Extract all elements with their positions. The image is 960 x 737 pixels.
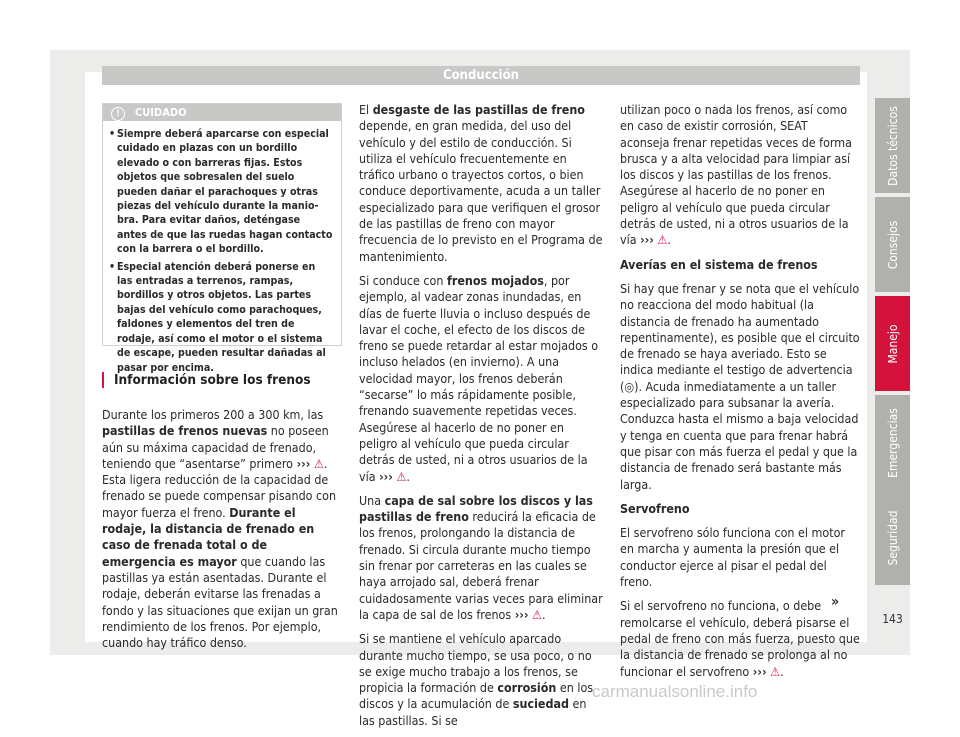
column-3 bbox=[620, 102, 860, 688]
paragraph: Si conduce con frenos mojados, por ejemplo, al vadear zonas inundadas, en días de fuerte lluvia o incluso después de lavar el coche, el efecto de los discos de freno se puede retardar al estar mojados o incluso helados (en invierno). A una velocidad mayor, los frenos deberán “secarse” lo más rápidamente posible, frenando suavemente repetidas veces. Asegúrese al hacerlo de no poner en peligro al vehículo que pueda circular detrás de usted, ni a otros usuarios de la vía ››› ⚠. bbox=[359, 272, 599, 484]
continue-arrow-icon: » bbox=[831, 594, 840, 610]
page-header: Conducción bbox=[102, 66, 860, 85]
subheading: Averías en el sistema de frenos bbox=[620, 256, 818, 272]
caution-icon: ! bbox=[111, 107, 125, 121]
tab-consejos[interactable]: Consejos bbox=[875, 197, 910, 292]
paragraph: Si se mantiene el vehículo aparcado durante mucho tiempo, se usa poco, o no se exige mucho trabajo a los frenos, se propicia la formación de corrosión en los discos y la acumulación de suciedad en las pastillas. Si se bbox=[359, 631, 594, 728]
caution-item: • Siempre deberá aparcarse con especial cuidado en plazas con un bordillo elevado o con barreras fijas. Estos objetos que sobresalen del suelo pueden dañar el parachoques y otras piezas del vehículo durante la maniobra. Para evitar daños, deténgase antes de que las ruedas hagan contacto con la barrera o el bordillo. bbox=[117, 127, 333, 257]
page-number: 143 bbox=[882, 612, 903, 626]
paragraph: Durante los primeros 200 a 300 km, las pastillas de frenos nuevas no poseen aún su máxima capacidad de frenado, teniendo que “asentarse” primero ››› ⚠. Esta ligera reducción de la capacidad de frenado se puede compensar pisando con mayor fuerza el freno. Durante el rodaje, la distancia de frenado en caso de frenada total o de emergencia es mayor que cuando las pastillas ya están asentadas. Durante el rodaje, deberán evitarse las frenadas a fondo y las situaciones que exijan un gran rendimiento de los frenos. Por ejemplo, cuando hay tráfico denso. bbox=[102, 407, 338, 651]
column-2 bbox=[359, 102, 603, 737]
tab-seguridad[interactable]: Seguridad bbox=[875, 490, 910, 585]
ref-arrows: ››› bbox=[640, 232, 654, 248]
warning-icon: ⚠ bbox=[313, 455, 324, 471]
paragraph: Si el servofreno no funciona, o debe remolcarse el vehículo, deberá pisarse el pedal de freno con más fuerza, puesto que la distancia de frenado se prolonga al no funcionar el servofreno ››› ⚠. bbox=[620, 598, 860, 679]
caution-box bbox=[102, 103, 342, 374]
caution-item: • Especial atención deberá ponerse en las entradas a terrenos, rampas, bordillos y otros objetos. Las partes bajas del vehículo como parachoques, faldones y elementos del tren de rodaje, así como el motor o el sistema de escape, pueden resultar dañadas al pasar por encima. bbox=[117, 260, 333, 375]
ref-arrows: ››› bbox=[296, 455, 311, 471]
ref-arrows: ››› bbox=[379, 468, 393, 484]
caution-header bbox=[103, 104, 341, 121]
ref-arrows: ››› bbox=[752, 663, 767, 679]
brake-lamp-icon: (◎) bbox=[620, 378, 639, 394]
paragraph: El servofreno sólo funciona con el motor en marcha y aumenta la presión que el conductor ejerce al pisar el pedal del freno. bbox=[620, 525, 845, 590]
paragraph: Si hay que frenar y se nota que el vehículo no reacciona del modo habitual (la distancia de frenado ha aumentado repentinamente), es posible que el circuito de frenado se haya averiado. Esto se indica mediante el testigo de advertencia (◎). Acuda inmediatamente a un taller especializado para subsanar la avería. Conduzca hasta el mismo a baja velocidad y tenga en cuenta que para frenar habrá que pisar con más fuerza el pedal y que la distancia de frenado será bastante más larga. bbox=[620, 280, 860, 492]
tab-manejo[interactable]: Manejo bbox=[875, 296, 910, 391]
paragraph: El desgaste de las pastillas de freno depende, en gran medida, del uso del vehículo y del estilo de conducción. Si utiliza el vehículo frecuentemente en tráfico urbano o trayectos cortos, o bien conduce deportivamente, acuda a un taller especializado para que verifiquen el grosor de las pastillas de freno con mayor frecuencia de lo previsto en el Programa de mantenimiento. bbox=[359, 102, 603, 264]
column-1 bbox=[102, 407, 342, 659]
warning-icon: ⚠ bbox=[657, 232, 668, 248]
caution-list bbox=[103, 127, 341, 375]
ref-arrows: ››› bbox=[514, 606, 529, 622]
paragraph: utilizan poco o nada los frenos, así como en caso de existir corrosión, SEAT aconseja frenar repetidas veces de forma brusca y a alta velocidad para limpiar así los discos y las pastillas de los frenos. Asegúrese al hacerlo de no poner en peligro al vehículo que pueda circular detrás de usted, ni a otros usuarios de la vía ››› ⚠. bbox=[620, 102, 852, 248]
tab-datos-tecnicos[interactable]: Datos técnicos bbox=[875, 98, 910, 193]
warning-icon: ⚠ bbox=[770, 663, 781, 679]
paragraph: Una capa de sal sobre los discos y las pastillas de freno reducirá la eficacia de los frenos, prolongando la distancia de frenado. Si circula durante mucho tiempo sin frenar por carreteras en las cuales se haya arrojado sal, deberá frenar cuidadosamente varias veces para eliminar la capa de sal de los frenos ››› ⚠. bbox=[359, 492, 603, 622]
caution-label: CUIDADO bbox=[135, 106, 187, 119]
watermark-footer: carmanualsonline.info bbox=[592, 682, 758, 701]
section-title: Información sobre los frenos bbox=[102, 372, 311, 388]
tab-emergencias[interactable]: Emergencias bbox=[875, 395, 910, 490]
warning-icon: ⚠ bbox=[396, 468, 407, 484]
subheading: Servofreno bbox=[620, 500, 690, 516]
warning-icon: ⚠ bbox=[532, 606, 543, 622]
